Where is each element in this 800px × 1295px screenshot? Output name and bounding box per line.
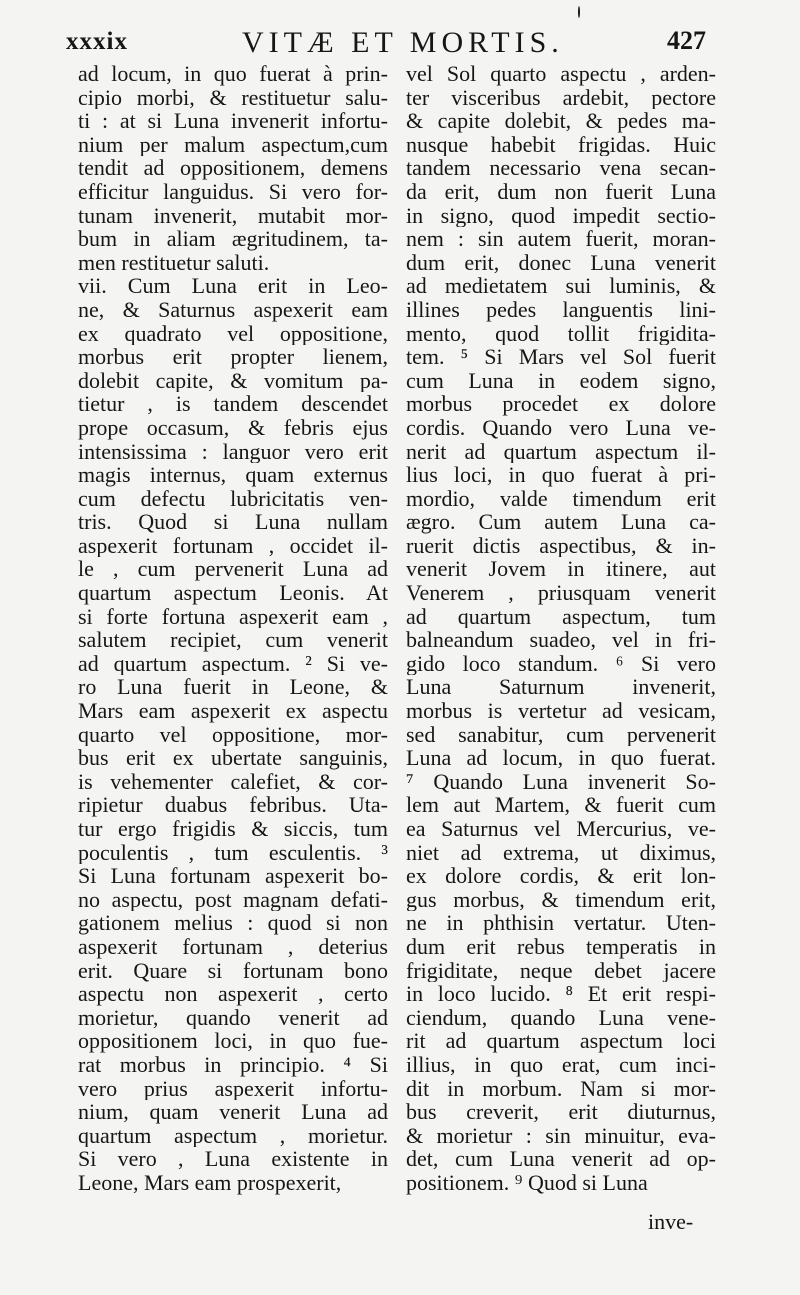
text-line: quartum aspectum , morietur. xyxy=(78,1123,388,1148)
text-line: quartum aspectum Leonis. At xyxy=(78,581,388,605)
text-line: tur ergo frigidis & siccis, tum xyxy=(78,817,388,841)
text-line: ter visceribus ardebit, pectore xyxy=(406,85,716,110)
text-line: morbus procedet ex dolore xyxy=(406,392,716,416)
text-line: ruerit dictis aspectibus, & in- xyxy=(406,533,716,558)
text-line: oppositionem loci, in quo fue- xyxy=(78,1029,388,1053)
text-line: salutem recipiet, cum venerit xyxy=(78,628,388,652)
text-line: ad quartum aspectum, tum xyxy=(406,604,716,629)
text-line: gationem melius : quod si non xyxy=(78,911,388,935)
text-line: nium, quam venerit Luna ad xyxy=(78,1100,388,1124)
text-line: tem. ⁵ Si Mars vel Sol fuerit xyxy=(406,345,716,369)
text-line: rit ad quartum aspectum loci xyxy=(406,1029,716,1053)
text-line: Luna Saturnum invenerit, xyxy=(406,675,716,700)
page-number: 427 xyxy=(667,26,706,55)
text-line: ripietur duabus febribus. Uta- xyxy=(78,793,388,817)
catchword: inve- xyxy=(648,1209,694,1234)
left-text-column xyxy=(78,62,388,1195)
text-line: & capite dolebit, & pedes ma- xyxy=(406,109,716,133)
signature-mark: xxxix xyxy=(66,28,128,55)
text-line: positionem. ⁹ Quod si Luna xyxy=(406,1170,648,1195)
text-line: bus erit ex ubertate sanguinis, xyxy=(78,746,388,770)
text-line: ex quadrato vel oppositione, xyxy=(78,321,388,346)
text-line: dit in morbum. Nam si mor- xyxy=(406,1076,716,1101)
text-line: aspexerit fortunam , occidet il- xyxy=(78,533,388,558)
text-line: nium per malum aspectum,cum xyxy=(78,132,388,157)
text-line: mento, quod tollit frigidita- xyxy=(406,321,716,346)
running-header xyxy=(66,22,706,58)
text-line: lem aut Martem, & fuerit cum xyxy=(406,793,716,817)
text-line: tris. Quod si Luna nullam xyxy=(78,510,388,534)
text-line: vel Sol quarto aspectu , arden- xyxy=(406,62,716,86)
text-line: nerit ad quartum aspectum il- xyxy=(406,439,716,464)
text-line: aspexerit fortunam , deterius xyxy=(78,934,388,959)
text-line: illius, in quo erat, cum inci- xyxy=(406,1052,716,1077)
text-line: nem : sin autem fuerit, moran- xyxy=(406,227,716,251)
text-line: ad medietatem sui luminis, & xyxy=(406,274,716,298)
text-line: in loco lucido. ⁸ Et erit respi- xyxy=(406,982,716,1006)
text-line: frigiditate, neque debet jacere xyxy=(406,958,716,983)
text-line: is vehementer calefiet, & cor- xyxy=(78,769,388,794)
text-line: venerit Jovem in itinere, aut xyxy=(406,557,716,582)
text-line: poculentis , tum esculentis. ³ xyxy=(78,840,388,865)
text-line: Si Luna fortunam aspexerit bo- xyxy=(78,864,388,888)
text-line: aspectu non aspexerit , certo xyxy=(78,982,388,1006)
text-line: sed sanabitur, cum pervenerit xyxy=(406,722,716,747)
text-line: men restituetur saluti. xyxy=(78,250,270,275)
text-line: Leone, Mars eam prospexerit, xyxy=(78,1170,342,1195)
text-line: le , cum pervenerit Luna ad xyxy=(78,557,388,582)
text-line: morbus erit propter lienem, xyxy=(78,345,388,369)
text-line: dum erit rebus temperatis in xyxy=(406,934,716,959)
text-line: ex dolore cordis, & erit lon- xyxy=(406,864,716,888)
text-line: tietur , is tandem descendet xyxy=(78,392,388,416)
text-line: bus creverit, erit diuturnus, xyxy=(406,1100,716,1124)
text-line: cum Luna in eodem signo, xyxy=(406,368,716,393)
text-line: ea Saturnus vel Mercurius, ve- xyxy=(406,817,716,841)
running-title: VITÆ ET MORTIS. xyxy=(242,26,564,59)
text-line: ne in phthisin vertatur. Uten- xyxy=(406,911,716,935)
text-line: tandem necessario vena secan- xyxy=(406,156,716,180)
text-line: morietur, quando venerit ad xyxy=(78,1005,388,1030)
text-line: da erit, dum non fuerit Luna xyxy=(406,179,716,204)
text-line: gus morbus, & timendum erit, xyxy=(406,887,716,912)
text-line: ad quartum aspectum. ² Si ve- xyxy=(78,651,388,676)
text-line: prope occasum, & febris ejus xyxy=(78,415,388,440)
text-line: dolebit capite, & vomitum pa- xyxy=(78,368,388,393)
text-line: cordis. Quando vero Luna ve- xyxy=(406,415,716,440)
text-line: illines pedes languentis lini- xyxy=(406,297,716,322)
text-line: balneandum suadeo, vel in fri- xyxy=(406,628,716,652)
text-line: tendit ad oppositionem, demens xyxy=(78,156,388,180)
text-line: erit. Quare si fortunam bono xyxy=(78,958,388,983)
text-line: tunam invenerit, mutabit mor- xyxy=(78,203,388,228)
text-line: det, cum Luna venerit ad op- xyxy=(406,1147,716,1171)
text-line: magis internus, quam externus xyxy=(78,463,388,487)
text-line: ti : at si Luna invenerit infortu- xyxy=(78,109,388,133)
text-line: dum erit, donec Luna venerit xyxy=(406,250,716,275)
text-line: Venerem , priusquam venerit xyxy=(406,581,716,605)
text-line: ⁷ Quando Luna invenerit So- xyxy=(406,769,716,794)
text-line: Si vero , Luna existente in xyxy=(78,1147,388,1171)
text-line: nusque habebit frigidas. Huic xyxy=(406,132,716,157)
text-line: bum in aliam ægritudinem, ta- xyxy=(78,227,388,251)
text-line: & morietur : sin minuitur, eva- xyxy=(406,1123,716,1148)
text-line: efficitur languidus. Si vero for- xyxy=(78,179,388,204)
text-line: cum defectu lubricitatis ven- xyxy=(78,486,388,511)
text-line: rat morbus in principio. ⁴ Si xyxy=(78,1052,388,1077)
text-line: Luna ad locum, in quo fuerat. xyxy=(406,746,716,770)
text-line: ægro. Cum autem Luna ca- xyxy=(406,510,716,534)
text-line: gido loco standum. ⁶ Si vero xyxy=(406,651,716,676)
text-line: niet ad extrema, ut diximus, xyxy=(406,840,716,865)
text-line: vero prius aspexerit infortu- xyxy=(78,1076,388,1101)
text-line: vii. Cum Luna erit in Leo- xyxy=(78,274,388,298)
text-line: quarto vel oppositione, mor- xyxy=(78,722,388,747)
text-line: intensissima : languor vero erit xyxy=(78,439,388,464)
text-line: in signo, quod impedit sectio- xyxy=(406,203,716,228)
text-line: si forte fortuna aspexerit eam , xyxy=(78,604,388,629)
text-line: no aspectu, post magnam defati- xyxy=(78,887,388,912)
text-line: ad locum, in quo fuerat à prin- xyxy=(78,62,388,86)
right-text-column xyxy=(406,62,716,1195)
ink-speck xyxy=(578,6,580,18)
text-line: ne, & Saturnus aspexerit eam xyxy=(78,297,388,322)
text-line: morbus is vertetur ad vesicam, xyxy=(406,699,716,723)
text-line: ciendum, quando Luna vene- xyxy=(406,1005,716,1030)
text-line: ro Luna fuerit in Leone, & xyxy=(78,675,388,700)
text-line: Mars eam aspexerit ex aspectu xyxy=(78,699,388,723)
text-line: cipio morbi, & restituetur salu- xyxy=(78,85,388,110)
text-line: mordio, valde timendum erit xyxy=(406,486,716,511)
text-line: lius loci, in quo fuerat à pri- xyxy=(406,463,716,487)
